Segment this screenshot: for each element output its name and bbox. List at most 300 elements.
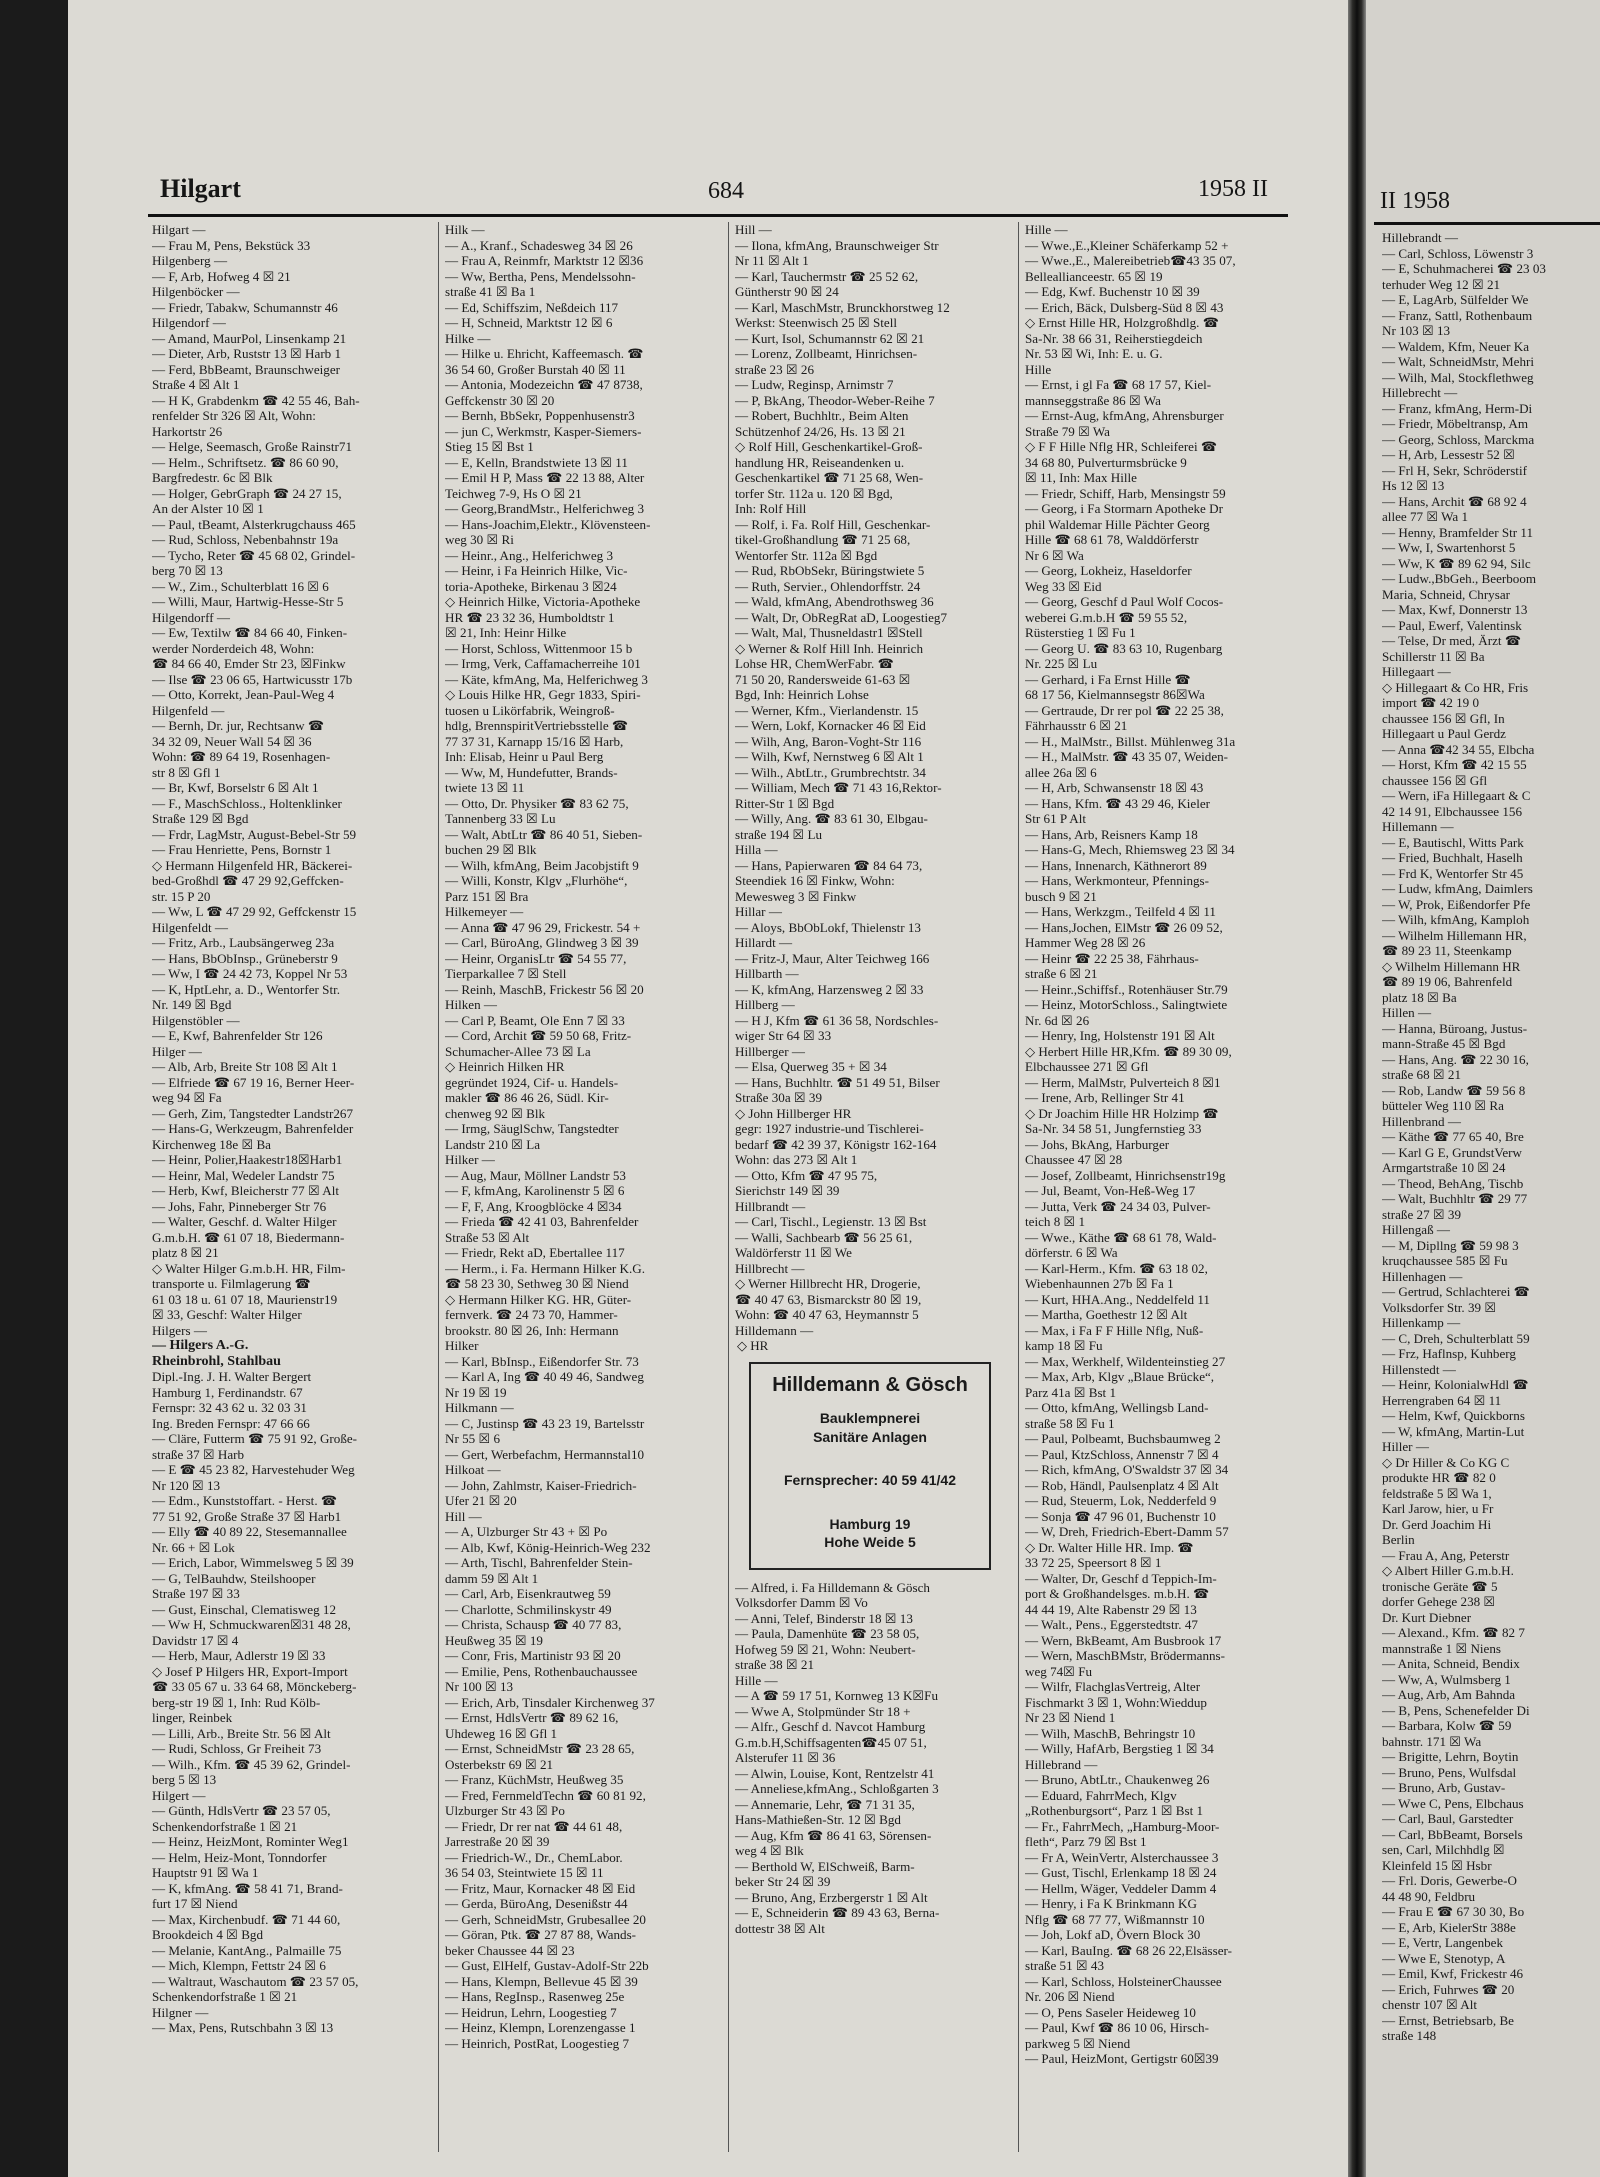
directory-entry: — Eduard, FahrrMech, Klgv: [1025, 1787, 1177, 1803]
directory-entry: — Waltraut, Waschautom ☎ 23 57 05,: [152, 1973, 359, 1989]
directory-entry: — Ew, Textilw ☎ 84 66 40, Finken-: [152, 625, 348, 640]
directory-entry: — Wwe., Käthe ☎ 68 61 78, Wald-: [1025, 1229, 1217, 1245]
directory-entry: — Otto, kfmAng, Wellingsb Land-: [1025, 1400, 1209, 1415]
directory-entry: — Göran, Ptk. ☎ 27 87 88, Wands-: [445, 1927, 637, 1942]
directory-entry: — Walter, Geschf. d. Walter Hilger: [152, 1214, 337, 1229]
directory-entry: Tierparkallee 7 ☒ Stell: [445, 966, 567, 981]
directory-entry: chaussee 156 ☒ Gfl: [1382, 772, 1488, 788]
surname-heading: Hille —: [1025, 222, 1068, 237]
directory-entry: — Henry, Ing, Holstenstr 191 ☒ Alt: [1025, 1028, 1215, 1043]
directory-entry: straße 68 ☒ 21: [1382, 1067, 1462, 1082]
directory-entry: Armgartstraße 10 ☒ 24: [1382, 1160, 1506, 1175]
directory-entry: — Georg,BrandMstr., Helferichweg 3: [445, 501, 645, 516]
directory-entry: — Bruno, Pens, Wulfsdal: [1382, 1764, 1517, 1780]
directory-entry: — Heinz, Klempn, Lorenzengasse 1: [445, 2020, 636, 2035]
directory-entry: — Alfr., Geschf d. Navcot Hamburg: [735, 1719, 926, 1734]
directory-entry: — Rud, RbObSekr, Büringstwiete 5: [735, 563, 925, 578]
directory-columns: [148, 222, 1288, 2152]
directory-entry: produkte HR ☎ 82 0: [1382, 1470, 1496, 1485]
directory-entry: — Ww, Bertha, Pens, Mendelssohn-: [445, 268, 636, 284]
directory-entry: — Rud, Steuerm, Lok, Nedderfeld 9: [1025, 1493, 1217, 1508]
directory-entry: kamp 18 ☒ Fu: [1025, 1338, 1103, 1353]
directory-entry: Hauptstr 91 ☒ Wa 1: [152, 1865, 259, 1880]
directory-entry: — Max, i Fa F F Hille Nflg, Nuß-: [1025, 1322, 1204, 1338]
directory-entry: — Edg, Kwf. Buchenstr 10 ☒ 39: [1025, 284, 1200, 299]
directory-entry: — Ww, K ☎ 89 62 94, Silc: [1382, 555, 1531, 571]
directory-entry: — H., MalMstr. ☎ 43 35 07, Weiden-: [1025, 749, 1229, 764]
directory-entry: straße 148: [1382, 2028, 1437, 2043]
directory-entry: — Johs, BkAng, Harburger: [1025, 1136, 1170, 1152]
directory-entry: — Irene, Arb, Rellinger Str 41: [1025, 1090, 1185, 1105]
directory-entry: — Karl, BbInsp., Eißendorfer Str. 73: [445, 1353, 639, 1369]
directory-entry: — Wilh, Kwf, Nernstweg 6 ☒ Alt 1: [735, 749, 924, 764]
directory-entry: ☎ 58 23 30, Sethweg 30 ☒ Niend: [445, 1276, 629, 1291]
directory-entry: — Georg, Geschf d Paul Wolf Cocos-: [1025, 594, 1224, 609]
directory-entry: — Paul, Kwf ☎ 86 10 06, Hirsch-: [1025, 2020, 1209, 2035]
directory-entry: ◇ Herbert Hille HR,Kfm. ☎ 89 30 09,: [1025, 1043, 1232, 1059]
directory-entry: — Rob, Landw ☎ 59 56 8: [1382, 1082, 1526, 1098]
directory-entry: — Friedrich-W., Dr., ChemLabor.: [445, 1849, 623, 1865]
directory-entry: — H, Arb, Lessestr 52 ☒: [1382, 447, 1515, 462]
directory-entry: ◇ Ernst Hille HR, Holzgroßhdlg. ☎: [1025, 315, 1220, 330]
directory-entry: — O, Pens Saseler Heideweg 10: [1025, 2004, 1196, 2020]
directory-entry: — Wwe.,E., Malereibetrieb☎43 35 07,: [1025, 253, 1236, 268]
directory-entry: Weg 33 ☒ Eid: [1025, 578, 1102, 594]
directory-entry: — Charlotte, Schmilinskystr 49: [445, 1601, 612, 1617]
directory-entry: — Bernh, Dr. jur, Rechtsanw ☎: [152, 718, 325, 733]
surname-heading: Hillenhagen —: [1382, 1268, 1463, 1284]
directory-entry: — Hans, Archit ☎ 68 92 4: [1382, 493, 1527, 509]
directory-entry: — Ruth, Servier., Ohlendorffstr. 24: [735, 578, 921, 594]
directory-entry: Uhdeweg 16 ☒ Gfl 1: [445, 1725, 558, 1741]
directory-entry: — Wern, BkBeamt, Am Busbrook 17: [1025, 1632, 1222, 1648]
directory-entry: — Ludw.,BbGeh., Beerboom: [1382, 571, 1537, 586]
directory-entry: berg-str 19 ☒ 1, Inh: Rud Kölb-: [152, 1694, 321, 1710]
directory-entry: — K, HptLehr, a. D., Wentorfer Str.: [152, 981, 340, 997]
directory-entry: G.m.b.H. ☎ 61 07 18, Biedermann-: [152, 1229, 345, 1245]
surname-heading: Hilgendorff —: [152, 609, 230, 625]
directory-entry: — Hans, Arb, Reisners Kamp 18: [1025, 826, 1198, 842]
column-3-after-ad: [735, 1580, 1017, 1937]
directory-entry: — Max, Kirchenbudf. ☎ 71 44 60,: [152, 1911, 341, 1927]
directory-entry: Schillerstr 11 ☒ Ba: [1382, 648, 1485, 664]
directory-entry: — Fred, FernmeldTechn ☎ 60 81 92,: [445, 1787, 646, 1803]
directory-entry: — Wilh, Ang, Baron-Voght-Str 116: [735, 733, 922, 749]
directory-entry: transporte u. Filmlagerung ☎: [152, 1276, 311, 1291]
directory-entry: — Ilona, kfmAng, Braunschweiger Str: [735, 237, 939, 253]
directory-entry: Nr. 66 + ☒ Lok: [152, 1539, 235, 1555]
directory-entry: — Willi, Maur, Hartwig-Hesse-Str 5: [152, 594, 344, 609]
directory-entry: Ing. Breden Fernspr: 47 66 66: [152, 1415, 310, 1431]
directory-entry: Nr. 206 ☒ Niend: [1025, 1989, 1115, 2004]
directory-entry: — Conr, Fris, Martinistr 93 ☒ 20: [445, 1648, 621, 1663]
directory-entry: mann-Straße 45 ☒ Bgd: [1382, 1036, 1506, 1051]
directory-entry: 36 54 60, Großer Burstah 40 ☒ 11: [445, 361, 626, 377]
directory-entry: ◇ John Hillberger HR: [735, 1105, 852, 1121]
directory-entry: chenstr 107 ☒ Alt: [1382, 1997, 1478, 2012]
directory-entry: ◇ Dr Joachim Hille HR Holzimp ☎: [1025, 1105, 1219, 1121]
directory-entry: — K, kfmAng, Harzensweg 2 ☒ 33: [735, 981, 924, 997]
directory-entry: makler ☎ 86 46 26, Südl. Kir-: [445, 1090, 609, 1105]
directory-entry: bahnstr. 171 ☒ Wa: [1382, 1733, 1482, 1749]
directory-entry: straße 27 ☒ 39: [1382, 1206, 1462, 1222]
directory-entry: — Carl, Baul, Garstedter: [1382, 1811, 1514, 1826]
directory-entry: straße 194 ☒ Lu: [735, 826, 823, 842]
directory-entry: Inh: Rolf Hill: [735, 501, 807, 516]
surname-heading: Hilgenstöbler —: [152, 1012, 240, 1028]
directory-entry: — Günth, HdlsVertr ☎ 23 57 05,: [152, 1803, 331, 1818]
directory-entry: — Heinr, Mal, Wedeler Landstr 75: [152, 1167, 335, 1183]
directory-entry: — Friedr, Schiff, Harb, Mensingstr 59: [1025, 485, 1226, 501]
directory-entry: 61 03 18 u. 61 07 18, Maurienstr19: [152, 1291, 338, 1307]
directory-entry: wiger Str 64 ☒ 33: [735, 1028, 832, 1043]
directory-entry: Hille: [1025, 361, 1052, 377]
directory-entry: hdlg, BrennspiritVertriebsstelle ☎: [445, 718, 629, 733]
directory-entry: — Paul, Ewerf, Valentinsk: [1382, 617, 1522, 633]
directory-entry: — H, Schneid, Marktstr 12 ☒ 6: [445, 315, 613, 330]
directory-entry: — Wwe A, Stolpmünder Str 18 +: [735, 1703, 911, 1719]
directory-entry: HR ☎ 23 32 36, Humboldtstr 1: [445, 609, 615, 625]
directory-entry: — Carl, BüroAng, Glindweg 3 ☒ 39: [445, 935, 639, 950]
directory-entry: str. 15 P 20: [152, 888, 211, 904]
directory-entry: — Hans, Buchhltr. ☎ 51 49 51, Bilser: [735, 1074, 940, 1090]
directory-entry: Hilker: [445, 1338, 479, 1353]
directory-entry: Volksdorfer Str. 39 ☒: [1382, 1299, 1497, 1315]
directory-entry: — Ludw, kfmAng, Daimlers: [1382, 881, 1533, 896]
directory-entry: renfelder Str 326 ☒ Alt, Wohn:: [152, 408, 316, 423]
directory-entry: — Hans, Werkmonteur, Pfennings-: [1025, 873, 1210, 888]
directory-entry: — Walt, SchneidMstr, Mehri: [1382, 354, 1535, 369]
directory-entry: — Telse, Dr med, Ärzt ☎: [1382, 633, 1522, 648]
surname-heading: Hilken —: [445, 997, 498, 1012]
directory-entry: — Gertrud, Schlachterei ☎: [1382, 1284, 1530, 1299]
directory-entry: ◇ Josef P Hilgers HR, Export-Import: [152, 1663, 348, 1679]
directory-entry: — Paula, Damenhüte ☎ 23 58 05,: [735, 1626, 920, 1641]
directory-entry: — E, Arb, KielerStr 388e: [1382, 1919, 1516, 1935]
directory-entry: — Kurt, HHA.Ang., Neddelfeld 11: [1025, 1291, 1210, 1307]
directory-entry: — Georg, Lokheiz, Haseldorfer: [1025, 563, 1192, 578]
surname-heading: Hilker —: [445, 1152, 495, 1167]
directory-entry: ◇ Albert Hiller G.m.b.H.: [1382, 1563, 1514, 1578]
directory-entry: — Ernst, SchneidMstr ☎ 23 28 65,: [445, 1741, 635, 1756]
directory-entry: — Irmg, Verk, Caffamacherreihe 101: [445, 656, 641, 671]
directory-entry: — Georg, i Fa Stormarn Apotheke Dr: [1025, 501, 1223, 516]
directory-entry: An der Alster 10 ☒ 1: [152, 501, 264, 516]
directory-entry: Nr. 149 ☒ Bgd: [152, 997, 232, 1012]
directory-entry: — Walt, Buchhltr ☎ 29 77: [1382, 1191, 1528, 1206]
directory-entry: Chaussee 47 ☒ 28: [1025, 1152, 1123, 1167]
ad-line-street: Hohe Weide 5: [824, 1534, 916, 1550]
directory-entry: ☎ 89 23 11, Steenkamp: [1382, 943, 1512, 958]
directory-entry: — Wald, kfmAng, Abendrothsweg 36: [735, 594, 934, 609]
directory-entry: Nr 23 ☒ Niend 1: [1025, 1710, 1116, 1725]
directory-entry: ◇ Dr Hiller & Co KG C: [1382, 1454, 1510, 1470]
page-number: 684: [708, 178, 744, 204]
directory-entry: Parz 41a ☒ Bst 1: [1025, 1384, 1117, 1400]
directory-entry: — Heinrich, PostRat, Loogestieg 7: [445, 2035, 630, 2051]
directory-entry: — Wilh., Kfm. ☎ 45 39 62, Grindel-: [152, 1756, 351, 1772]
directory-entry: — Alfred, i. Fa Hilldemann & Gösch: [735, 1579, 930, 1595]
directory-entry: — Gust, ElHelf, Gustav-Adolf-Str 22b: [445, 1958, 649, 1973]
directory-entry: linger, Reinbek: [152, 1710, 233, 1725]
directory-entry: — Hellm, Wäger, Veddeler Damm 4: [1025, 1880, 1217, 1896]
directory-entry: — Frau M, Pens, Bekstück 33: [152, 237, 311, 253]
directory-entry: weberei G.m.b.H ☎ 59 55 52,: [1025, 609, 1188, 625]
surname-heading: Hillenstedt —: [1382, 1361, 1456, 1377]
directory-entry: Schumacher-Allee 73 ☒ La: [445, 1043, 591, 1059]
directory-entry: — Carl, Schloss, Löwenstr 3: [1382, 245, 1534, 261]
directory-entry: — Helm., Schriftsetz. ☎ 86 60 90,: [152, 454, 339, 470]
directory-entry: fleth“, Parz 79 ☒ Bst 1: [1025, 1834, 1147, 1849]
directory-entry: — Heidrun, Lehrn, Loogestieg 7: [445, 2004, 617, 2020]
surname-heading: Hillenkamp —: [1382, 1315, 1461, 1330]
directory-entry: mannseggstraße 86 ☒ Wa: [1025, 392, 1161, 408]
directory-entry: 68 17 56, Kielmannsegstr 86☒Wa: [1025, 687, 1205, 702]
directory-entry: 33 72 25, Speersort 8 ☒ 1: [1025, 1555, 1162, 1570]
directory-entry: — Ww H, Schmuckwaren☒31 48 28,: [152, 1617, 351, 1632]
directory-entry: — Ernst-Aug, kfmAng, Ahrensburger: [1025, 408, 1224, 423]
directory-entry: — H., MalMstr., Billst. Mühlenweg 31a: [1025, 733, 1236, 749]
directory-entry: — Br, Kwf, Borselstr 6 ☒ Alt 1: [152, 780, 319, 795]
directory-entry: — Käthe ☎ 77 65 40, Bre: [1382, 1129, 1524, 1144]
directory-entry: Schützenhof 24/26, Hs. 13 ☒ 21: [735, 423, 906, 439]
directory-entry: — Helge, Seemasch, Große Rainstr71: [152, 439, 352, 454]
directory-entry: Hofweg 59 ☒ 21, Wohn: Neubert-: [735, 1641, 916, 1657]
directory-entry: — Arth, Tischl, Bahrenfelder Stein-: [445, 1555, 633, 1570]
directory-entry: — Wwe C, Pens, Elbchaus: [1382, 1795, 1524, 1811]
directory-entry: Hamburg 1, Ferdinandstr. 67: [152, 1384, 303, 1400]
directory-entry: — Fried, Buchhalt, Haselh: [1382, 850, 1523, 865]
directory-entry: — Walt, Mal, Thusneldastr1 ☒Stell: [735, 625, 923, 640]
directory-entry: — Hans, Klempn, Bellevue 45 ☒ 39: [445, 1973, 638, 1989]
directory-entry: ☒ 21, Inh: Heinr Hilke: [445, 625, 567, 640]
column-2: [438, 222, 727, 2152]
directory-entry: — Ludw, Reginsp, Arnimstr 7: [735, 377, 894, 392]
directory-entry: tuosen u Likörfabrik, Weingroß-: [445, 702, 615, 718]
directory-entry: Werkst: Steenwisch 25 ☒ Stell: [735, 315, 897, 330]
directory-entry: buchen 29 ☒ Blk: [445, 842, 537, 857]
directory-entry: Karl Jarow, hier, u Fr: [1382, 1501, 1494, 1516]
directory-entry: — Holger, GebrGraph ☎ 24 27 15,: [152, 485, 342, 501]
directory-entry: — Wern, Lokf, Kornacker 46 ☒ Eid: [735, 718, 926, 733]
directory-entry: — Jul, Beamt, Von-Heß-Weg 17: [1025, 1183, 1196, 1198]
directory-entry: — Frau E ☎ 67 30 30, Bo: [1382, 1904, 1525, 1919]
directory-entry: Straße 30a ☒ 39: [735, 1090, 823, 1105]
directory-entry: — Franz, Sattl, Rothenbaum: [1382, 307, 1533, 323]
facing-page-rule: [1374, 222, 1600, 225]
directory-entry: ◇ Heinrich Hilken HR: [445, 1059, 565, 1074]
directory-entry: — Karl, Tauchermstr ☎ 25 52 62,: [735, 268, 919, 284]
surname-heading: Hill —: [445, 1508, 482, 1524]
surname-heading: Hillemann —: [1382, 819, 1454, 834]
directory-entry: gegr: 1927 industrie-und Tischlerei-: [735, 1121, 924, 1136]
directory-entry: Rheinbrohl, Stahlbau: [152, 1353, 281, 1369]
directory-entry: — Karl-Herm., Kfm. ☎ 63 18 02,: [1025, 1260, 1208, 1276]
directory-entry: — Karl, Schloss, HolsteinerChaussee: [1025, 1973, 1222, 1989]
directory-entry: straße 58 ☒ Fu 1: [1025, 1415, 1115, 1431]
directory-entry: Mewesweg 3 ☒ Finkw: [735, 888, 857, 904]
directory-entry: — Wilh, MaschB, Behringstr 10: [1025, 1725, 1196, 1741]
directory-entry: straße 38 ☒ 21: [735, 1657, 815, 1672]
directory-entry: — Bruno, Ang, Erzbergerstr 1 ☒ Alt: [735, 1889, 928, 1905]
directory-entry: — A, Ulzburger Str 43 + ☒ Po: [445, 1524, 608, 1539]
directory-entry: — Cläre, Futterm ☎ 75 91 92, Große-: [152, 1431, 358, 1446]
directory-entry: ◇ Dr. Walter Hille HR. Imp. ☎: [1025, 1539, 1194, 1555]
directory-entry: Ulzburger Str 43 ☒ Po: [445, 1803, 565, 1818]
directory-entry: ☎ 84 66 40, Emder Str 23, ☒Finkw: [152, 656, 346, 671]
directory-entry: — Walt, Dr, ObRegRat aD, Loogestieg7: [735, 609, 948, 625]
directory-entry: Sierichstr 149 ☒ 39: [735, 1183, 840, 1198]
surname-heading: Hillar —: [735, 904, 782, 919]
directory-entry: — Dieter, Arb, Ruststr 13 ☒ Harb 1: [152, 346, 342, 361]
directory-entry: — Frdr, LagMstr, August-Bebel-Str 59: [152, 826, 357, 842]
directory-entry: — Emil, Kwf, Frickestr 46: [1382, 1966, 1524, 1981]
directory-entry: ☎ 33 05 67 u. 33 64 68, Mönckeberg-: [152, 1679, 357, 1694]
directory-entry: sen, Carl, Milchhdlg ☒: [1382, 1842, 1505, 1857]
directory-entry: weg 94 ☒ Fa: [152, 1090, 222, 1105]
directory-entry: Hillegaart u Paul Gerdz: [1382, 726, 1506, 741]
surname-heading: Hille —: [735, 1672, 778, 1688]
directory-entry: — F, kfmAng, Karolinenstr 5 ☒ 6: [445, 1183, 625, 1198]
directory-entry: Tannenberg 33 ☒ Lu: [445, 811, 556, 826]
directory-entry: — M, Dipllng ☎ 59 98 3: [1382, 1237, 1519, 1253]
directory-entry: — Heinr ☎ 22 25 38, Fährhaus-: [1025, 950, 1199, 966]
surname-heading: Hillardt —: [735, 935, 793, 950]
directory-entry: — Brigitte, Lehrn, Boytin: [1382, 1749, 1519, 1764]
directory-entry: Rüsterstieg 1 ☒ Fu 1: [1025, 625, 1136, 640]
directory-entry: — Wilfr, FlachglasVertreig, Alter: [1025, 1679, 1201, 1694]
directory-entry: — Erich, Arb, Tinsdaler Kirchenweg 37: [445, 1694, 655, 1710]
surname-heading: Hilgart —: [152, 222, 206, 237]
surname-heading: Hilldemann —: [735, 1322, 814, 1338]
directory-entry: — Gerhard, i Fa Ernst Hille ☎: [1025, 671, 1191, 687]
directory-entry: 34 68 80, Pulverturmsbrücke 9: [1025, 454, 1187, 470]
facing-page-column: [1382, 230, 1600, 2160]
directory-entry: Belleallianceestr. 65 ☒ 19: [1025, 268, 1163, 284]
directory-entry: — Fr., FahrrMech, „Hamburg-Moor-: [1025, 1818, 1220, 1834]
directory-entry: — Hans-Joachim,Elektr., Klövensteen-: [445, 516, 651, 532]
directory-entry: Nr. 6d ☒ 26: [1025, 1012, 1090, 1028]
directory-entry: — Carl P, Beamt, Ole Enn 7 ☒ 33: [445, 1012, 625, 1028]
directory-entry: — Helm, Kwf, Quickborns: [1382, 1408, 1525, 1423]
directory-entry: — Josef, Zollbeamt, Hinrichsenstr19g: [1025, 1167, 1226, 1183]
directory-entry: Inh: Elisab, Heinr u Paul Berg: [445, 749, 604, 764]
directory-entry: Geschenkartikel ☎ 71 25 68, Wen-: [735, 470, 924, 485]
directory-entry: platz 18 ☒ Ba: [1382, 989, 1457, 1005]
directory-entry: — E, Bautischl, Witts Park: [1382, 834, 1524, 850]
directory-entry: — Mich, Klempn, Fettstr 24 ☒ 6: [152, 1958, 326, 1973]
directory-entry: 71 50 20, Randersweide 61-63 ☒: [735, 671, 911, 687]
directory-entry: — Gerh, SchneidMstr, Grubesallee 20: [445, 1911, 646, 1927]
directory-entry: Wiebenhaunnen 27b ☒ Fa 1: [1025, 1276, 1174, 1291]
surname-heading: Hilkoat —: [445, 1462, 501, 1477]
directory-entry: — F., MaschSchloss., Holtenklinker: [152, 795, 342, 811]
directory-entry: — Hans-G, Werkzeugm, Bahrenfelder: [152, 1121, 354, 1136]
surname-heading: Hilgenfeld —: [152, 702, 225, 718]
directory-entry: Geffckenstr 30 ☒ 20: [445, 392, 555, 408]
directory-entry: straße 41 ☒ Ba 1: [445, 284, 536, 299]
directory-entry: — Ed, Schiffszim, Neßdeich 117: [445, 299, 619, 315]
directory-entry: — Barbara, Kolw ☎ 59: [1382, 1718, 1512, 1733]
directory-entry: — Frieda ☎ 42 41 03, Bahrenfelder: [445, 1214, 639, 1229]
directory-entry: Brookdeich 4 ☒ Bgd: [152, 1927, 264, 1942]
directory-entry: — William, Mech ☎ 71 43 16,Rektor-: [735, 780, 942, 795]
surname-heading: Hilla —: [735, 842, 778, 857]
directory-entry: — A ☎ 59 17 51, Kornweg 13 K☒Fu: [735, 1688, 938, 1703]
ad-line-services: Sanitäre Anlagen: [813, 1428, 927, 1445]
surname-heading: Hilkmann —: [445, 1400, 514, 1415]
directory-entry: — Ernst, Betriebsarb, Be: [1382, 2012, 1514, 2028]
directory-entry: Berlin: [1382, 1532, 1415, 1547]
directory-entry: — Anita, Schneid, Bendix: [1382, 1656, 1520, 1671]
column-3-list: [735, 222, 1017, 1338]
directory-entry: twiete 13 ☒ 11: [445, 780, 525, 795]
directory-entry: — Frz, Haflnsp, Kuhberg: [1382, 1346, 1516, 1361]
directory-entry: — C, Justinsp ☎ 43 23 19, Bartelsstr: [445, 1415, 645, 1431]
directory-entry: ◇ Werner & Rolf Hill Inh. Heinrich: [735, 640, 924, 656]
directory-entry: feldstraße 5 ☒ Wa 1,: [1382, 1485, 1492, 1501]
directory-entry: Osterbekstr 69 ☒ 21: [445, 1756, 554, 1772]
directory-entry: Maria, Schneid, Chrysar: [1382, 586, 1510, 602]
directory-entry: — Henny, Bramfelder Str 11: [1382, 524, 1534, 540]
directory-entry: Herrengraben 64 ☒ 11: [1382, 1392, 1502, 1408]
directory-entry: — Wwe.,E.,Kleiner Schäferkamp 52 +: [1025, 237, 1229, 253]
directory-entry: Sa-Nr. 38 66 31, Reiherstiegdeich: [1025, 330, 1203, 346]
directory-entry: — Heinr.,Schiffsf., Rotenhäuser Str.79: [1025, 981, 1228, 997]
directory-entry: Fischmarkt 3 ☒ 1, Wohn:Wieddup: [1025, 1694, 1207, 1710]
directory-entry: — Aloys, BbObLokf, Thielenstr 13: [735, 919, 921, 935]
directory-entry: Bargfredestr. 6c ☒ Blk: [152, 470, 273, 485]
advertisement-box: [749, 1362, 991, 1570]
directory-entry: — A., Kranf., Schadesweg 34 ☒ 26: [445, 237, 633, 253]
directory-entry: — Hans, RegInsp., Rasenweg 25e: [445, 1989, 625, 2004]
directory-entry: — Berthold W, ElSchweiß, Barm-: [735, 1858, 915, 1874]
directory-entry: — Alexand., Kfm. ☎ 82 7: [1382, 1625, 1525, 1640]
directory-entry: — Otto, Kfm ☎ 47 95 75,: [735, 1167, 878, 1183]
directory-entry: — Horst, Schloss, Wittenmoor 15 b: [445, 640, 633, 656]
directory-entry: ◇ Hillegaart & Co HR, Fris: [1382, 679, 1529, 695]
directory-entry: — Willy, HafArb, Bergstieg 1 ☒ 34: [1025, 1741, 1214, 1756]
ad-marker: ◇ HR: [737, 1338, 769, 1353]
column-1: [148, 222, 434, 2152]
directory-entry: — Willi, Konstr, Klgv „Flurhöhe“,: [445, 873, 628, 888]
directory-entry: — Bernh, BbSekr, Poppenhusenstr3: [445, 408, 635, 423]
directory-entry: — Rud, Schloss, Nebenbahnstr 19a: [152, 532, 339, 547]
directory-entry: straße 6 ☒ 21: [1025, 966, 1098, 981]
directory-entry: — Erich, Bäck, Dulsberg-Süd 8 ☒ 43: [1025, 299, 1224, 315]
directory-page: [68, 0, 1348, 2177]
directory-entry: — Sonja ☎ 47 96 01, Buchenstr 10: [1025, 1508, 1216, 1524]
directory-entry: — Wilh, kfmAng, Kamploh: [1382, 912, 1530, 927]
directory-entry: dottestr 38 ☒ Alt: [735, 1920, 825, 1936]
directory-entry: werder Norderdeich 48, Wohn:: [152, 640, 315, 656]
directory-entry: 34 32 09, Neuer Wall 54 ☒ 36: [152, 733, 312, 749]
ad-title: Hilldemann & Gösch: [772, 1373, 968, 1396]
directory-entry: — Herb, Maur, Adlerstr 19 ☒ 33: [152, 1648, 326, 1663]
directory-entry: Straße 79 ☒ Wa: [1025, 423, 1110, 439]
directory-entry: — Waldem, Kfm, Neuer Ka: [1382, 338, 1530, 354]
directory-entry: Harkortstr 26: [152, 423, 223, 439]
directory-entry: — Paul, KtzSchloss, Annenstr 7 ☒ 4: [1025, 1446, 1219, 1462]
directory-entry: beker Str 24 ☒ 39: [735, 1874, 831, 1889]
directory-entry: — Paul, Polbeamt, Buchsbaumweg 2: [1025, 1431, 1221, 1446]
directory-entry: — Frau A, Reinmfr, Marktstr 12 ☒36: [445, 253, 644, 268]
directory-entry: — Rudi, Schloss, Gr Freiheit 73: [152, 1741, 322, 1756]
directory-entry: — Irmg, SäuglSchw, Tangstedter: [445, 1121, 619, 1136]
directory-entry: — Karl, BauIng. ☎ 68 26 22,Elsässer-: [1025, 1942, 1232, 1958]
directory-entry: — Willy, Ang. ☎ 83 61 30, Elbgau-: [735, 811, 928, 826]
directory-entry: brookstr. 80 ☒ 26, Inh: Hermann: [445, 1322, 619, 1338]
